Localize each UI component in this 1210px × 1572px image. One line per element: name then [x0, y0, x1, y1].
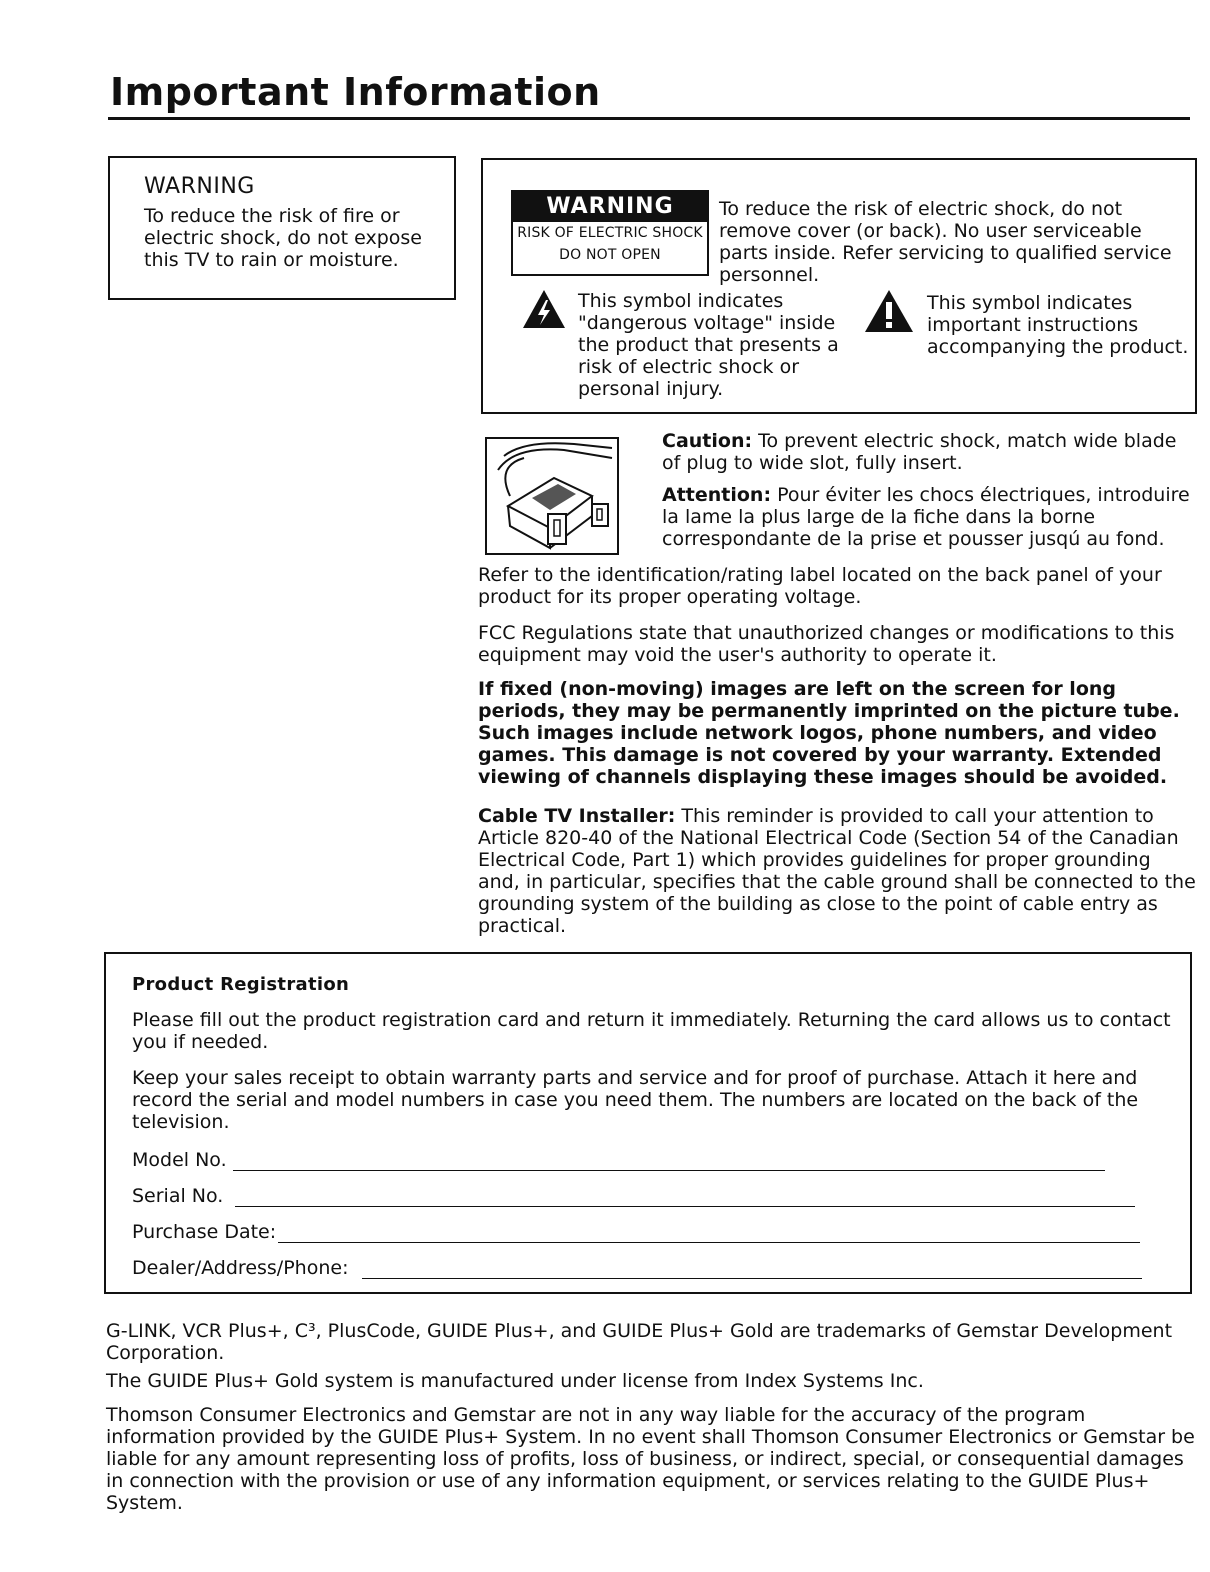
serial-input-line[interactable] [235, 1186, 1135, 1207]
shock-label-line1: RISK OF ELECTRIC SHOCK [517, 225, 703, 241]
attention-text: Pour éviter les chocs électriques, introduire la lame la plus large de la fiche dans la borne correspondante de la prise et pousser jusqú au fond. [662, 484, 1190, 550]
warning-text: To reduce the risk of fire or electric shock, do not expose this TV to rain or moisture. [144, 205, 422, 271]
purchase-date-field [132, 1207, 1182, 1243]
serial-field [132, 1171, 1182, 1207]
purchase-input-line[interactable] [278, 1222, 1140, 1243]
attention-label: Attention: [662, 484, 772, 506]
shock-warning-box [481, 158, 1197, 414]
fire-warning-box [108, 156, 456, 300]
lightning-warning-icon [521, 288, 567, 334]
fcc-paragraph: FCC Regulations state that unauthorized changes or modifications to this equipment may void the user's authority to operate it. [478, 622, 1175, 666]
title-divider [108, 117, 1190, 120]
registration-p1: Please fill out the product registration card and return it immediately. Returning the card allows us to contact you if needed. [132, 1009, 1171, 1053]
rating-paragraph: Refer to the identification/rating label located on the back panel of your product for its proper operating voltage. [478, 564, 1162, 608]
registration-title: Product Registration [132, 974, 350, 995]
trademarks-paragraph: G-LINK, VCR Plus+, C³, PlusCode, GUIDE Plus+, and GUIDE Plus+ Gold are trademarks of Gemstar Development Corporation. [106, 1320, 1173, 1364]
cable-installer-paragraph [478, 805, 1196, 937]
shock-label-line2: DO NOT OPEN [559, 247, 661, 263]
model-input-line[interactable] [233, 1150, 1105, 1171]
model-label: Model No. [132, 1149, 227, 1171]
polarized-plug-illustration [484, 436, 620, 556]
license-paragraph: The GUIDE Plus+ Gold system is manufactured under license from Index Systems Inc. [106, 1370, 924, 1392]
product-registration-box [104, 952, 1192, 1294]
liability-paragraph: Thomson Consumer Electronics and Gemstar are not in any way liable for the accuracy of the program information provided by the GUIDE Plus+ System. In no event shall Thomson Consumer Electronics or Gemstar be liable for any amount representing loss of profits, loss of business, or indirect, special, or consequential damages in connection with the provision or use of any information equipment, or services relating to the GUIDE Plus+ System. [106, 1404, 1195, 1514]
warning-heading: WARNING [144, 174, 255, 199]
shock-label-head: WARNING [513, 192, 707, 222]
cable-label: Cable TV Installer: [478, 805, 676, 827]
registration-p2: Keep your sales receipt to obtain warranty parts and service and for proof of purchase. Attach it here and record the serial and model numbers in case you need them. The numbers are located on the back of the television. [132, 1067, 1139, 1133]
cable-text: This reminder is provided to call your attention to Article 820-40 of the National Electrical Code (Section 54 of the Canadian Electrical Code, Part 1) which provides guidelines for proper grounding and, in particular, specifies that the cable ground shall be connected to the grounding system of the building as close to the point of cable entry as practical. [478, 805, 1196, 937]
symbol2-text: This symbol indicates important instructions accompanying the product. [927, 292, 1189, 358]
shock-warning-label [511, 190, 709, 276]
attention-paragraph [662, 484, 1194, 550]
purchase-label: Purchase Date: [132, 1221, 277, 1243]
dealer-input-line[interactable] [362, 1258, 1142, 1279]
dealer-label: Dealer/Address/Phone: [132, 1257, 349, 1279]
page-title: Important Information [110, 70, 601, 114]
model-field [132, 1135, 1182, 1171]
caution-paragraph [662, 430, 1194, 474]
exclamation-warning-icon [863, 288, 915, 338]
serial-label: Serial No. [132, 1185, 224, 1207]
caution-label: Caution: [662, 430, 753, 452]
fixed-images-paragraph: If fixed (non-moving) images are left on the screen for long periods, they may be permanently imprinted on the picture tube. Such images include network logos, phone numbers, and video games. This damage is not covered by your warranty. Extended viewing of channels displaying these images should be avoided. [478, 678, 1180, 788]
dealer-field [132, 1243, 1182, 1279]
shock-warning-text: To reduce the risk of electric shock, do not remove cover (or back). No user serviceable parts inside. Refer servicing to qualified service personnel. [719, 198, 1172, 286]
caution-text: To prevent electric shock, match wide blade of plug to wide slot, fully insert. [662, 430, 1177, 474]
symbol1-text: This symbol indicates "dangerous voltage" inside the product that presents a risk of electric shock or personal injury. [578, 290, 839, 400]
